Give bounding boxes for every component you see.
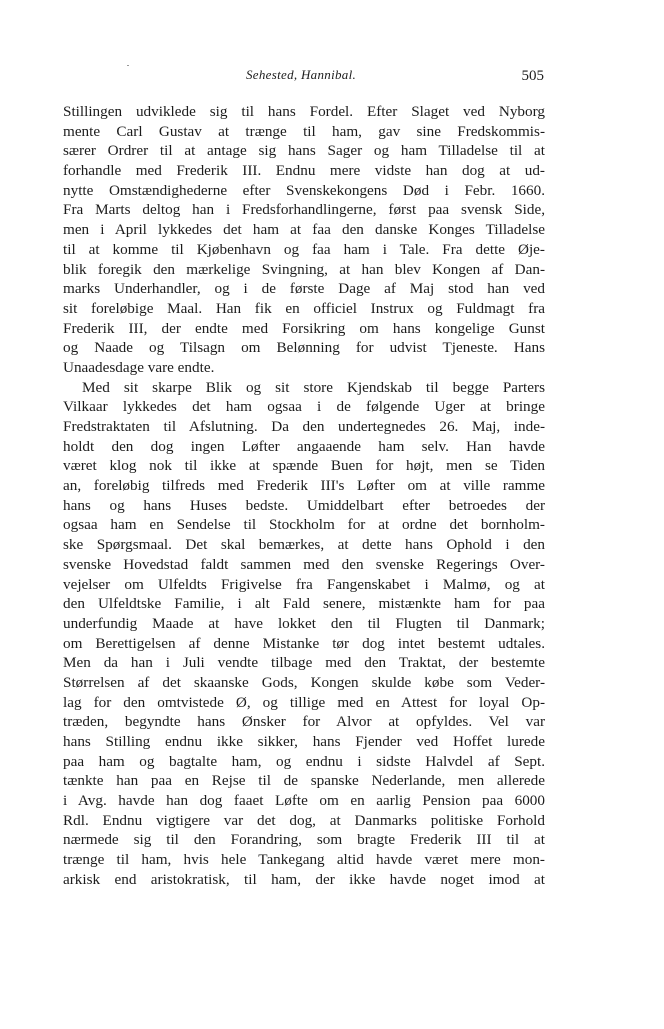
text-line: og Naade og Tilsagn om Belønning for udvist Tjeneste. Hans <box>63 339 545 357</box>
text-line: hans og hans Huses bedste. Umiddelbart efter betroedes der <box>63 496 545 514</box>
text-line: an, foreløbig tilfreds med Frederik III's Løfter om at ville ramme <box>63 477 545 495</box>
text-line: Frederik III, der endte med Forsikring om hans kongelige Gunst <box>63 319 545 337</box>
text-line: holdt den dog ingen Løfter angaaende ham selv. Han havde <box>63 437 545 455</box>
text-line: Stillingen udviklede sig til hans Fordel. Efter Slaget ved Nyborg <box>63 103 545 120</box>
text-line: vejelser om Ulfeldts Frigivelse fra Fangenskabet i Malmø, og at <box>63 575 545 593</box>
text-line: tænkte han paa en Rejse til de spanske Nederlande, men allerede <box>63 772 545 790</box>
text-line: arkisk end aristokratisk, til ham, der ikke havde noget imod at <box>63 870 545 888</box>
body-text <box>63 102 545 890</box>
text-line: forhandle med Frederik III. Endnu mere vidste han dog at ud- <box>63 162 545 180</box>
print-speck <box>127 65 129 66</box>
text-line: men i April lykkedes det ham at faa den danske Konges Tilladelse <box>63 221 545 239</box>
text-line: paa ham og bagtalte ham, og endnu i sidste Halvdel af Sept. <box>63 752 545 770</box>
text-line: mente Carl Gustav at trænge til ham, gav sine Fredskommis- <box>63 122 545 140</box>
text-line: særer Ordrer til at antage sig hans Sager og ham Tilladelse til at <box>63 142 545 160</box>
text-line: ske Spørgsmaal. Det skal bemærkes, at dette hans Ophold i den <box>63 536 545 554</box>
text-line: nærmede sig til den Forandring, som bragte Frederik III til at <box>63 831 545 849</box>
text-line: Fra Marts deltog han i Fredsforhandlingerne, først paa svensk Side, <box>63 201 545 219</box>
text-line: Unaadesdage vare endte. <box>63 358 215 376</box>
text-line: ogsaa ham en Sendelse til Stockholm for at ordne det bornholm- <box>63 516 545 534</box>
text-line: om Berettigelsen af denne Mistanke tør dog intet bestemt udtales. <box>63 634 545 652</box>
text-line: underfundig Maade at have lokket den til Flugten til Danmark; <box>63 614 545 632</box>
text-line: hans Stilling endnu ikke sikker, hans Fjender ved Hoffet lurede <box>63 733 545 750</box>
text-line: Men da han i Juli vendte tilbage med den Traktat, der bestemte <box>63 654 545 672</box>
page-number: 505 <box>521 68 544 84</box>
text-line: nytte Omstændighederne efter Svenskekongens Død i Febr. 1660. <box>63 181 545 199</box>
running-title: Sehested, Hannibal. <box>246 67 357 82</box>
text-line: til at komme til Kjøbenhavn og faa ham i Tale. Fra dette Øje- <box>63 240 545 258</box>
text-line: Med sit skarpe Blik og sit store Kjendskab til begge Parters <box>82 378 545 396</box>
text-line: marks Underhandler, og i de første Dage af Maj stod han ved <box>63 280 545 298</box>
text-line: den Ulfeldtske Familie, i alt Fald senere, mistænkte ham for paa <box>63 595 545 613</box>
text-line: trænge til ham, hvis hele Tankegang altid havde været mere mon- <box>63 851 545 869</box>
text-line: blik foregik den mærkelige Svingning, at han blev Kongen af Dan- <box>63 260 545 278</box>
text-line: Størrelsen af det skaanske Gods, Kongen skulde købe som Veder- <box>63 673 545 691</box>
text-line: svenske Hovedstad faldt sammen med den svenske Regerings Over- <box>63 555 545 573</box>
text-line: sit foreløbige Maal. Han fik en officiel Instrux og Fuldmagt fra <box>63 299 545 317</box>
text-line: i Avg. havde han dog faaet Løfte om en aarlig Pension paa 6000 <box>63 792 545 810</box>
text-line: træden, begyndte hans Ønsker for Alvor at opfyldes. Vel var <box>63 713 545 731</box>
text-line: Rdl. Endnu vigtigere var det dog, at Danmarks politiske Forhold <box>63 811 545 829</box>
text-line: Vilkaar lykkedes det ham ogsaa i de følgende Uger at bringe <box>63 398 545 416</box>
text-line: Fredstraktaten til Afslutning. Da den undertegnedes 26. Maj, inde- <box>63 418 545 435</box>
text-line: lag for den omtvistede Ø, og tillige med en Attest for loyal Op- <box>63 693 545 711</box>
running-head <box>0 67 664 87</box>
text-line: været klog nok til ikke at spænde Buen for højt, men se Tiden <box>63 457 545 475</box>
